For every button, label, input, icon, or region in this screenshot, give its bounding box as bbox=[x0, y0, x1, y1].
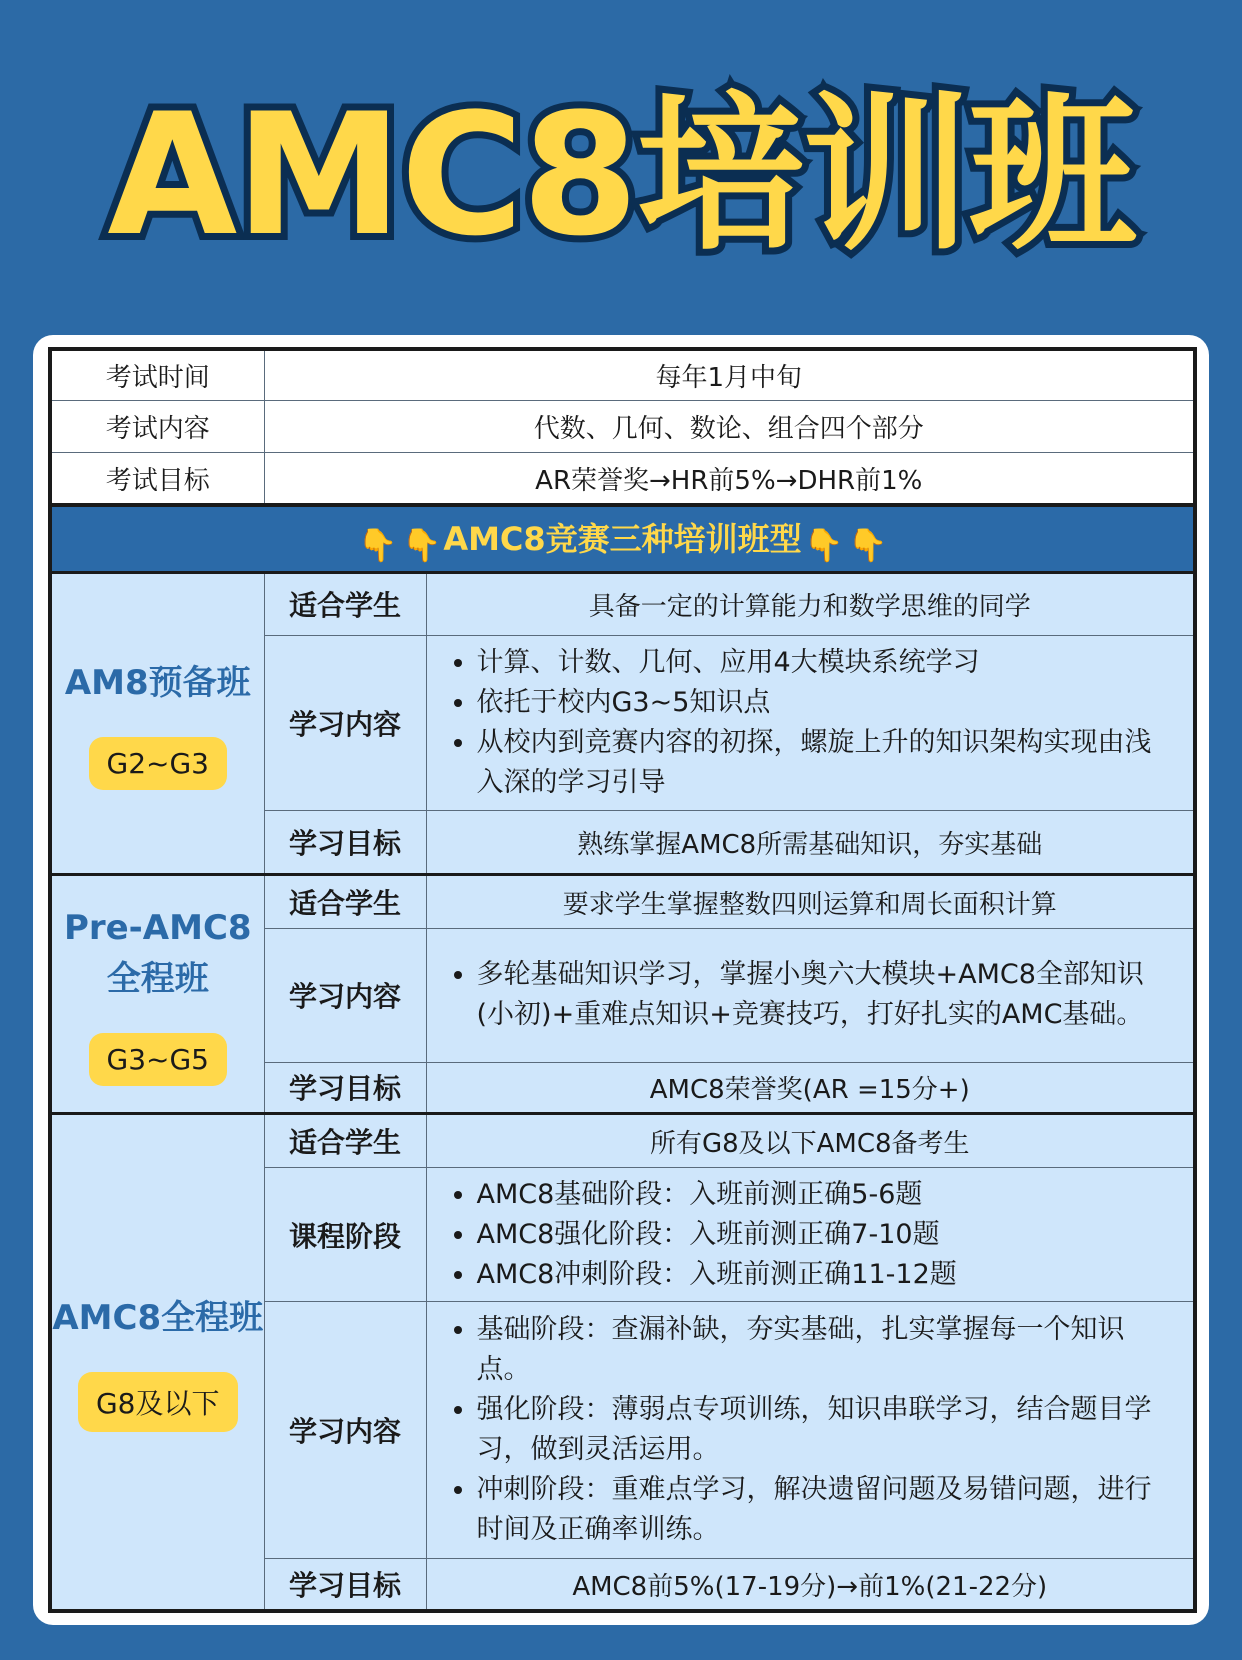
list-item: • AMC8强化阶段：入班前测正确7-10题 bbox=[477, 1215, 1176, 1255]
pointing-down-hand-icon: 👇 bbox=[803, 525, 844, 564]
info-value: 代数、几何、数论、组合四个部分 bbox=[264, 401, 1195, 453]
list-item: • 依托于校内G3~5知识点 bbox=[477, 683, 1176, 723]
class-name: Pre-AMC8全程班 bbox=[63, 907, 252, 999]
row-text: AMC8前5%(17-19分)→前1%(21-22分) bbox=[426, 1559, 1195, 1611]
info-card bbox=[33, 335, 1209, 1625]
class-name: AMC8全程班 bbox=[52, 1297, 264, 1338]
list-item: • 冲刺阶段：重难点学习，解决遗留问题及易错问题，进行时间及正确率训练。 bbox=[477, 1470, 1176, 1550]
row-label: 适合学生 bbox=[264, 875, 426, 929]
bullet-list bbox=[427, 1175, 1194, 1295]
grade-badge: G3~G5 bbox=[89, 1033, 227, 1086]
list-item: • 强化阶段：薄弱点专项训练，知识串联学习，结合题目学习，做到灵活运用。 bbox=[477, 1390, 1176, 1470]
row-label: 适合学生 bbox=[264, 1114, 426, 1168]
bullet-list bbox=[427, 1310, 1194, 1550]
class-row bbox=[50, 573, 1195, 636]
row-label: 课程阶段 bbox=[264, 1168, 426, 1302]
info-value: AR荣誉奖→HR前5%→DHR前1% bbox=[264, 453, 1195, 505]
pointing-down-hand-icon: 👇 bbox=[401, 525, 442, 564]
page-title: AMC8培训班 bbox=[107, 77, 1135, 273]
list-item: • 计算、计数、几何、应用4大模块系统学习 bbox=[477, 643, 1176, 683]
class-table bbox=[48, 347, 1197, 1613]
row-label: 学习目标 bbox=[264, 811, 426, 875]
info-row bbox=[50, 453, 1195, 505]
list-item: • 基础阶段：查漏补缺，夯实基础，扎实掌握每一个知识点。 bbox=[477, 1310, 1176, 1390]
info-label: 考试内容 bbox=[50, 401, 264, 453]
bullet-list bbox=[427, 643, 1194, 803]
banner-row bbox=[50, 505, 1195, 573]
row-list-cell bbox=[426, 1168, 1195, 1302]
banner-cell bbox=[50, 505, 1195, 573]
class-row bbox=[50, 1114, 1195, 1168]
class-row bbox=[50, 875, 1195, 929]
list-item: • 从校内到竞赛内容的初探，螺旋上升的知识架构实现由浅入深的学习引导 bbox=[477, 723, 1176, 803]
pointing-down-hand-icon: 👇 bbox=[357, 525, 398, 564]
row-text: 所有G8及以下AMC8备考生 bbox=[426, 1114, 1195, 1168]
info-label: 考试时间 bbox=[50, 349, 264, 401]
list-item: • AMC8基础阶段：入班前测正确5-6题 bbox=[477, 1175, 1176, 1215]
info-row bbox=[50, 401, 1195, 453]
row-list-cell bbox=[426, 1301, 1195, 1558]
grade-badge: G2~G3 bbox=[89, 737, 227, 790]
row-text: 熟练掌握AMC8所需基础知识，夯实基础 bbox=[426, 811, 1195, 875]
row-list-cell bbox=[426, 929, 1195, 1063]
class-name: AM8预备班 bbox=[64, 662, 251, 703]
class-header bbox=[50, 573, 264, 875]
grade-badge: G8及以下 bbox=[78, 1372, 238, 1432]
pointing-down-hand-icon: 👇 bbox=[847, 525, 888, 564]
row-list-cell bbox=[426, 635, 1195, 811]
row-label: 学习内容 bbox=[264, 1301, 426, 1558]
info-label: 考试目标 bbox=[50, 453, 264, 505]
class-header bbox=[50, 875, 264, 1114]
class-header bbox=[50, 1114, 264, 1611]
bullet-list bbox=[427, 955, 1194, 1035]
row-label: 学习内容 bbox=[264, 635, 426, 811]
info-row bbox=[50, 349, 1195, 401]
banner-title: AMC8竞赛三种培训班型 bbox=[443, 519, 802, 558]
info-value: 每年1月中旬 bbox=[264, 349, 1195, 401]
row-label: 适合学生 bbox=[264, 573, 426, 636]
row-label: 学习目标 bbox=[264, 1559, 426, 1611]
row-text: 具备一定的计算能力和数学思维的同学 bbox=[426, 573, 1195, 636]
list-item: • 多轮基础知识学习，掌握小奥六大模块+AMC8全部知识(小初)+重难点知识+竞赛技巧，打好扎实的AMC基础。 bbox=[477, 955, 1176, 1035]
row-label: 学习内容 bbox=[264, 929, 426, 1063]
row-label: 学习目标 bbox=[264, 1062, 426, 1114]
row-text: 要求学生掌握整数四则运算和周长面积计算 bbox=[426, 875, 1195, 929]
list-item: • AMC8冲刺阶段：入班前测正确11-12题 bbox=[477, 1255, 1176, 1295]
row-text: AMC8荣誉奖(AR =15分+) bbox=[426, 1062, 1195, 1114]
